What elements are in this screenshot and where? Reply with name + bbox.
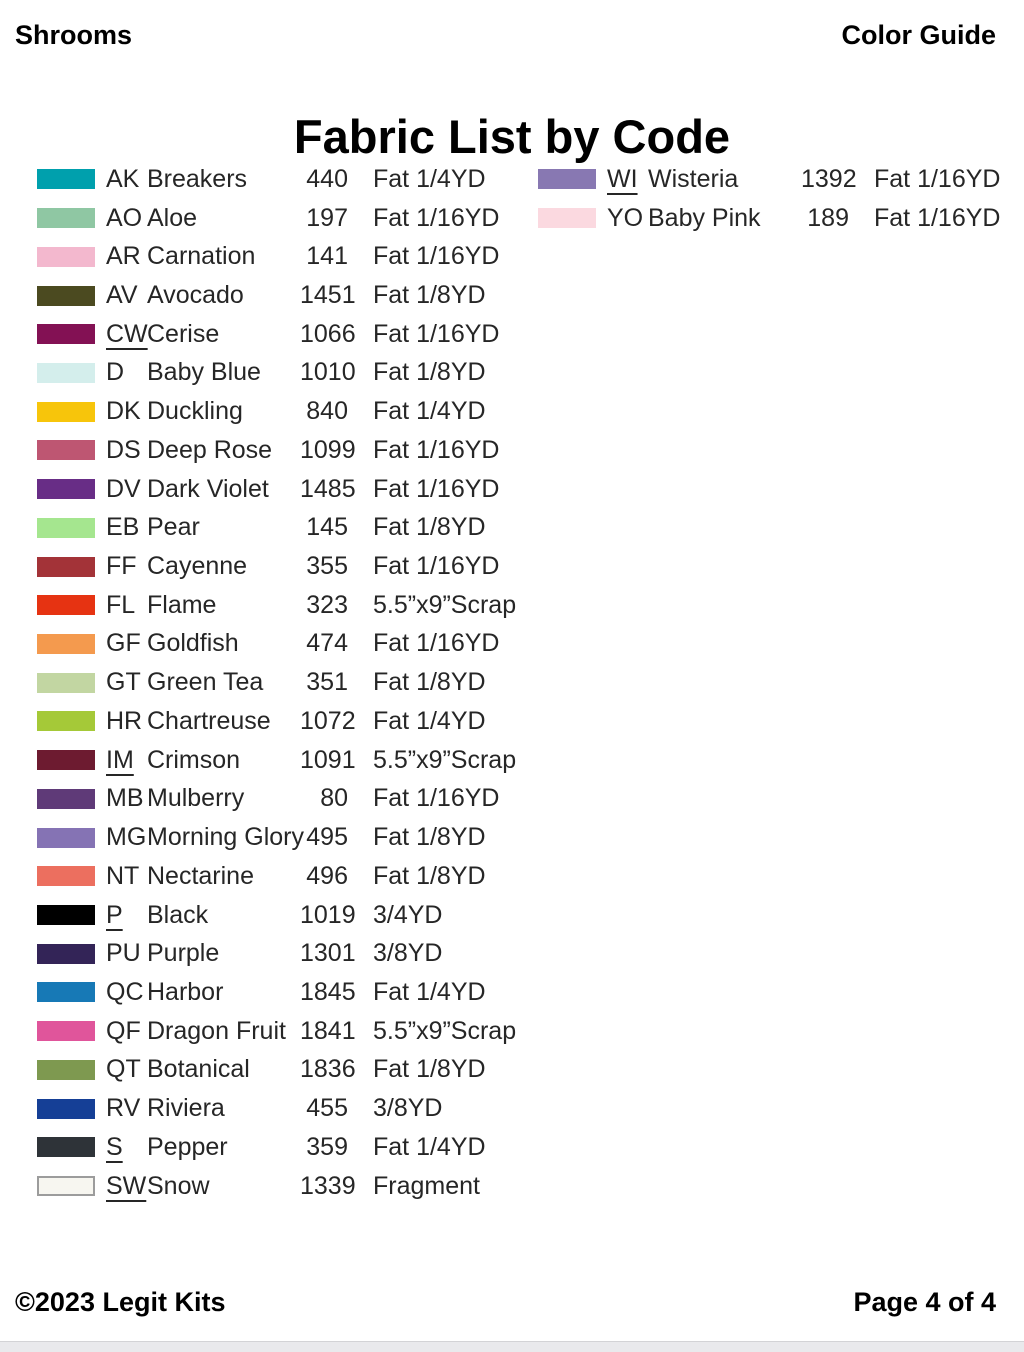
fabric-row bbox=[0, 160, 516, 199]
fabric-number: 1099 bbox=[300, 435, 356, 464]
fabric-quantity: Fat 1/8YD bbox=[373, 823, 486, 852]
fabric-row bbox=[0, 1089, 516, 1128]
fabric-number: 1841 bbox=[300, 1016, 356, 1045]
fabric-row bbox=[0, 1128, 516, 1167]
fabric-name: Deep Rose bbox=[147, 435, 273, 464]
fabric-code: AO bbox=[106, 203, 143, 232]
fabric-number: 1451 bbox=[300, 281, 356, 310]
fabric-row bbox=[0, 857, 516, 896]
fabric-quantity: Fat 1/16YD bbox=[373, 435, 500, 464]
fabric-list-left-column bbox=[0, 160, 516, 1205]
fabric-name: Breakers bbox=[147, 164, 248, 193]
fabric-row bbox=[0, 199, 516, 238]
fabric-row bbox=[0, 663, 516, 702]
fabric-number: 145 bbox=[306, 513, 348, 542]
fabric-quantity: 3/8YD bbox=[373, 1094, 443, 1123]
fabric-quantity: Fat 1/8YD bbox=[373, 668, 486, 697]
fabric-quantity: Fat 1/4YD bbox=[373, 706, 486, 735]
fabric-swatch bbox=[37, 479, 95, 499]
fabric-name: Avocado bbox=[147, 281, 244, 310]
fabric-quantity: 3/8YD bbox=[373, 939, 443, 968]
fabric-name: Pear bbox=[147, 513, 200, 542]
fabric-name: Dragon Fruit bbox=[147, 1016, 286, 1045]
fabric-quantity: Fat 1/8YD bbox=[373, 1055, 486, 1084]
fabric-code: HR bbox=[106, 706, 143, 735]
fabric-row bbox=[0, 276, 516, 315]
fabric-row bbox=[0, 547, 516, 586]
fabric-row bbox=[0, 741, 516, 780]
fabric-name: Purple bbox=[147, 939, 220, 968]
fabric-swatch bbox=[37, 1099, 95, 1119]
fabric-code: FL bbox=[106, 590, 136, 619]
fabric-name: Goldfish bbox=[147, 629, 239, 658]
fabric-number: 474 bbox=[306, 629, 348, 658]
fabric-swatch bbox=[37, 750, 95, 770]
fabric-row bbox=[0, 818, 516, 857]
fabric-code: AK bbox=[106, 164, 140, 193]
fabric-name: Flame bbox=[147, 590, 217, 619]
fabric-name: Cerise bbox=[147, 319, 220, 348]
fabric-swatch bbox=[37, 169, 95, 189]
guide-label: Color Guide bbox=[841, 20, 996, 50]
fabric-code: S bbox=[106, 1132, 123, 1161]
fabric-name: Mulberry bbox=[147, 784, 245, 813]
fabric-row bbox=[0, 780, 516, 819]
fabric-quantity: Fat 1/16YD bbox=[373, 474, 500, 503]
fabric-code: DK bbox=[106, 397, 141, 426]
fabric-row bbox=[501, 199, 1000, 238]
page-number: Page 4 of 4 bbox=[853, 1287, 996, 1317]
fabric-quantity: Fat 1/8YD bbox=[373, 861, 486, 890]
fabric-quantity: Fat 1/4YD bbox=[373, 1132, 486, 1161]
fabric-number: 1845 bbox=[300, 977, 356, 1006]
fabric-name: Harbor bbox=[147, 977, 224, 1006]
fabric-quantity: Fat 1/16YD bbox=[373, 784, 500, 813]
fabric-number: 1392 bbox=[801, 164, 857, 193]
fabric-number: 1066 bbox=[300, 319, 356, 348]
fabric-row bbox=[0, 625, 516, 664]
fabric-quantity: Fat 1/4YD bbox=[373, 397, 486, 426]
fabric-swatch bbox=[538, 169, 596, 189]
fabric-swatch bbox=[37, 944, 95, 964]
fabric-name: Wisteria bbox=[648, 164, 739, 193]
fabric-number: 359 bbox=[306, 1132, 348, 1161]
fabric-code: QF bbox=[106, 1016, 141, 1045]
fabric-number: 1339 bbox=[300, 1171, 356, 1200]
fabric-name: Nectarine bbox=[147, 861, 254, 890]
fabric-quantity: Fat 1/16YD bbox=[874, 164, 1001, 193]
fabric-code: PU bbox=[106, 939, 141, 968]
fabric-number: 1836 bbox=[300, 1055, 356, 1084]
fabric-code: SW bbox=[106, 1171, 147, 1200]
fabric-swatch bbox=[37, 402, 95, 422]
fabric-number: 1485 bbox=[300, 474, 356, 503]
fabric-code: FF bbox=[106, 552, 137, 581]
fabric-swatch bbox=[37, 1137, 95, 1157]
fabric-row bbox=[0, 354, 516, 393]
fabric-name: Pepper bbox=[147, 1132, 228, 1161]
fabric-quantity: Fat 1/4YD bbox=[373, 164, 486, 193]
fabric-number: 1010 bbox=[300, 358, 356, 387]
fabric-code: EB bbox=[106, 513, 140, 542]
fabric-row bbox=[0, 237, 516, 276]
fabric-list-right-column bbox=[501, 160, 1000, 237]
fabric-code: D bbox=[106, 358, 125, 387]
fabric-code: AR bbox=[106, 242, 141, 271]
fabric-row bbox=[0, 431, 516, 470]
fabric-swatch bbox=[37, 518, 95, 538]
fabric-quantity: Fat 1/16YD bbox=[373, 203, 500, 232]
fabric-code: P bbox=[106, 900, 123, 929]
fabric-name: Riviera bbox=[147, 1094, 225, 1123]
fabric-swatch bbox=[37, 208, 95, 228]
fabric-quantity: 3/4YD bbox=[373, 900, 443, 929]
fabric-swatch bbox=[37, 634, 95, 654]
fabric-number: 355 bbox=[306, 552, 348, 581]
fabric-number: 840 bbox=[306, 397, 348, 426]
fabric-swatch bbox=[37, 711, 95, 731]
fabric-row bbox=[0, 508, 516, 547]
fabric-swatch bbox=[37, 1176, 95, 1196]
fabric-row bbox=[0, 702, 516, 741]
fabric-name: Crimson bbox=[147, 745, 241, 774]
fabric-number: 141 bbox=[306, 242, 348, 271]
pattern-name: Shrooms bbox=[15, 20, 133, 50]
fabric-name: Dark Violet bbox=[147, 474, 269, 503]
fabric-number: 1091 bbox=[300, 745, 356, 774]
fabric-number: 197 bbox=[306, 203, 348, 232]
fabric-number: 351 bbox=[306, 668, 348, 697]
fabric-quantity: 5.5”x9”Scrap bbox=[373, 590, 517, 619]
fabric-swatch bbox=[37, 440, 95, 460]
fabric-quantity: Fat 1/8YD bbox=[373, 513, 486, 542]
fabric-number: 80 bbox=[320, 784, 348, 813]
viewer-bottom-bar bbox=[0, 1341, 1024, 1352]
fabric-swatch bbox=[37, 363, 95, 383]
fabric-code: YO bbox=[607, 203, 644, 232]
fabric-name: Botanical bbox=[147, 1055, 250, 1084]
fabric-code: QC bbox=[106, 977, 144, 1006]
fabric-quantity: Fat 1/4YD bbox=[373, 977, 486, 1006]
fabric-number: 323 bbox=[306, 590, 348, 619]
fabric-row bbox=[0, 1051, 516, 1090]
fabric-quantity: Fat 1/16YD bbox=[373, 629, 500, 658]
fabric-name: Black bbox=[147, 900, 209, 929]
fabric-name: Chartreuse bbox=[147, 706, 271, 735]
fabric-quantity: Fat 1/16YD bbox=[874, 203, 1001, 232]
fabric-quantity: Fat 1/16YD bbox=[373, 242, 500, 271]
fabric-quantity: Fat 1/16YD bbox=[373, 319, 500, 348]
fabric-row bbox=[0, 973, 516, 1012]
fabric-swatch bbox=[37, 982, 95, 1002]
fabric-name: Baby Blue bbox=[147, 358, 261, 387]
fabric-swatch bbox=[37, 1060, 95, 1080]
fabric-quantity: Fat 1/8YD bbox=[373, 358, 486, 387]
fabric-quantity: Fragment bbox=[373, 1171, 480, 1200]
fabric-swatch bbox=[37, 595, 95, 615]
fabric-number: 1072 bbox=[300, 706, 356, 735]
fabric-code: IM bbox=[106, 745, 134, 774]
fabric-number: 1019 bbox=[300, 900, 356, 929]
fabric-code: MB bbox=[106, 784, 144, 813]
fabric-quantity: Fat 1/16YD bbox=[373, 552, 500, 581]
fabric-code: CW bbox=[106, 319, 148, 348]
fabric-code: MG bbox=[106, 823, 147, 852]
fabric-swatch bbox=[37, 324, 95, 344]
fabric-name: Morning Glory bbox=[147, 823, 304, 852]
fabric-row bbox=[0, 315, 516, 354]
fabric-code: RV bbox=[106, 1094, 141, 1123]
fabric-quantity: 5.5”x9”Scrap bbox=[373, 745, 517, 774]
fabric-row bbox=[0, 586, 516, 625]
fabric-row bbox=[0, 934, 516, 973]
fabric-swatch bbox=[37, 247, 95, 267]
fabric-code: AV bbox=[106, 281, 138, 310]
fabric-swatch bbox=[37, 866, 95, 886]
fabric-code: DV bbox=[106, 474, 141, 503]
fabric-code: GF bbox=[106, 629, 141, 658]
fabric-code: DS bbox=[106, 435, 141, 464]
fabric-row bbox=[0, 896, 516, 935]
fabric-number: 440 bbox=[306, 164, 348, 193]
fabric-code: NT bbox=[106, 861, 140, 890]
fabric-name: Cayenne bbox=[147, 552, 248, 581]
fabric-row bbox=[0, 1012, 516, 1051]
fabric-swatch bbox=[37, 286, 95, 306]
fabric-number: 1301 bbox=[300, 939, 356, 968]
fabric-swatch bbox=[37, 905, 95, 925]
fabric-swatch bbox=[37, 1021, 95, 1041]
fabric-number: 496 bbox=[306, 861, 348, 890]
fabric-row bbox=[0, 470, 516, 509]
fabric-code: WI bbox=[607, 164, 638, 193]
fabric-number: 455 bbox=[306, 1094, 348, 1123]
fabric-name: Baby Pink bbox=[648, 203, 761, 232]
fabric-row bbox=[501, 160, 1000, 199]
copyright-text: ©2023 Legit Kits bbox=[15, 1287, 226, 1317]
fabric-name: Duckling bbox=[147, 397, 243, 426]
fabric-code: QT bbox=[106, 1055, 141, 1084]
fabric-quantity: 5.5”x9”Scrap bbox=[373, 1016, 517, 1045]
fabric-row bbox=[0, 392, 516, 431]
fabric-swatch bbox=[37, 789, 95, 809]
fabric-number: 495 bbox=[306, 823, 348, 852]
page-title: Fabric List by Code bbox=[293, 110, 731, 164]
fabric-number: 189 bbox=[807, 203, 849, 232]
fabric-swatch bbox=[37, 557, 95, 577]
fabric-row bbox=[0, 1167, 516, 1206]
fabric-swatch bbox=[37, 828, 95, 848]
fabric-swatch bbox=[37, 673, 95, 693]
fabric-name: Snow bbox=[147, 1171, 210, 1200]
fabric-swatch bbox=[538, 208, 596, 228]
fabric-name: Aloe bbox=[147, 203, 198, 232]
fabric-name: Carnation bbox=[147, 242, 256, 271]
fabric-quantity: Fat 1/8YD bbox=[373, 281, 486, 310]
fabric-name: Green Tea bbox=[147, 668, 264, 697]
fabric-code: GT bbox=[106, 668, 141, 697]
